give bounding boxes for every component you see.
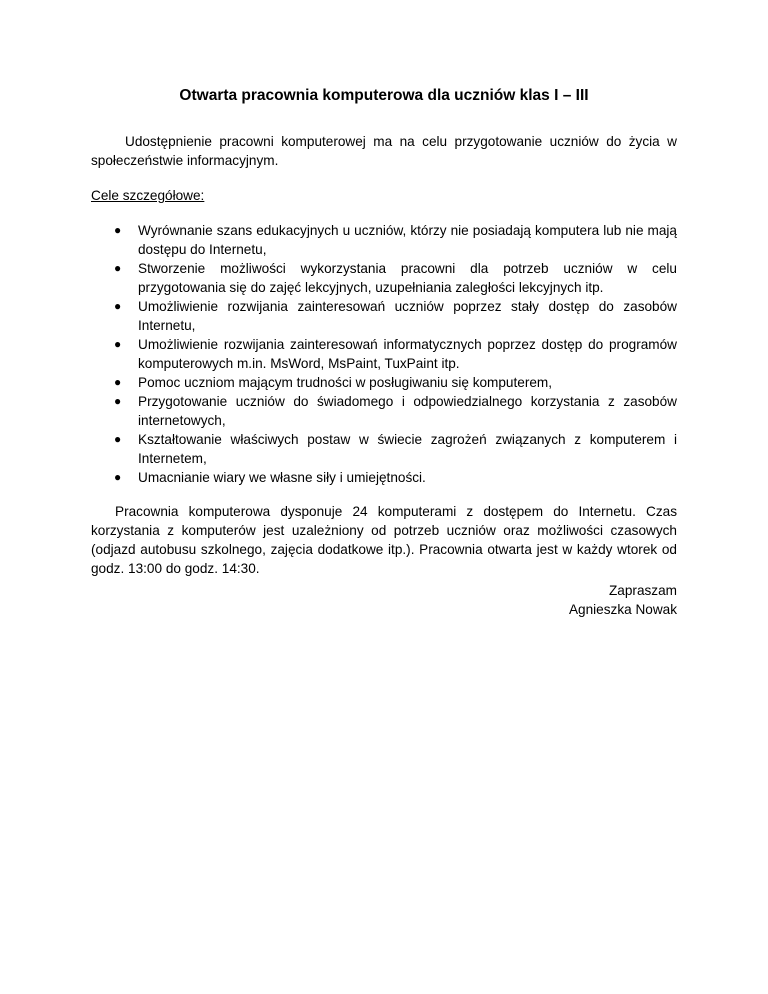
bullet-icon: ● — [114, 394, 122, 408]
list-item-text: Umożliwienie rozwijania zainteresowań uczniów poprzez stały dostęp do zasobów Internetu, — [138, 299, 677, 333]
list-item — [91, 335, 677, 373]
signature-block — [91, 581, 677, 619]
bullet-icon: ● — [114, 375, 122, 389]
list-item — [91, 221, 677, 259]
list-item — [91, 430, 677, 468]
list-item — [91, 297, 677, 335]
bullet-icon: ● — [114, 337, 122, 351]
bullet-icon: ● — [114, 261, 122, 275]
document-title: Otwarta pracownia komputerowa dla uczniów klas I – III — [179, 87, 589, 104]
goals-heading: Cele szczegółowe: — [91, 188, 205, 203]
list-item — [91, 468, 677, 487]
list-item-text: Umożliwienie rozwijania zainteresowań informatycznych poprzez dostęp do programów komputerowych m.in. MsWord, MsPaint, TuxPaint itp. — [138, 337, 677, 371]
list-item-text: Umacnianie wiary we własne siły i umiejętności. — [138, 470, 426, 485]
bullet-icon: ● — [114, 432, 122, 446]
list-item — [91, 392, 677, 430]
author-name: Agnieszka Nowak — [568, 602, 677, 617]
list-item-text: Przygotowanie uczniów do świadomego i odpowiedzialnego korzystania z zasobów internetowych, — [138, 394, 677, 428]
document-page — [91, 86, 677, 619]
intro-paragraph: Udostępnienie pracowni komputerowej ma na celu przygotowanie uczniów do życia w społeczeństwie informacyjnym. — [91, 134, 677, 168]
bullet-icon: ● — [114, 299, 122, 313]
list-item-text: Wyrównanie szans edukacyjnych u uczniów, którzy nie posiadają komputera lub nie mają dostępu do Internetu, — [138, 223, 677, 257]
list-item-text: Kształtowanie właściwych postaw w świecie zagrożeń związanych z komputerem i Internetem, — [138, 432, 677, 466]
bullet-icon: ● — [114, 223, 122, 237]
list-item — [91, 259, 677, 297]
bullet-icon: ● — [114, 470, 122, 484]
list-item-text: Stworzenie możliwości wykorzystania pracowni dla potrzeb uczniów w celu przygotowania się do zajęć lekcyjnych, uzupełniania zaległości lekcyjnych itp. — [138, 261, 677, 295]
info-paragraph: Pracownia komputerowa dysponuje 24 komputerami z dostępem do Internetu. Czas korzystania z komputerów jest uzależniony od potrzeb uczniów oraz możliwości czasowych (odjazd autobusu szkolnego, zajęcia dodatkowe itp.). Pracownia otwarta jest w każdy wtorek od godz. 13:00 do godz. 14:30. — [91, 504, 677, 576]
closing-text: Zapraszam — [609, 583, 677, 598]
goals-list — [91, 221, 677, 487]
list-item-text: Pomoc uczniom mającym trudności w posługiwaniu się komputerem, — [138, 375, 553, 390]
list-item — [91, 373, 677, 392]
